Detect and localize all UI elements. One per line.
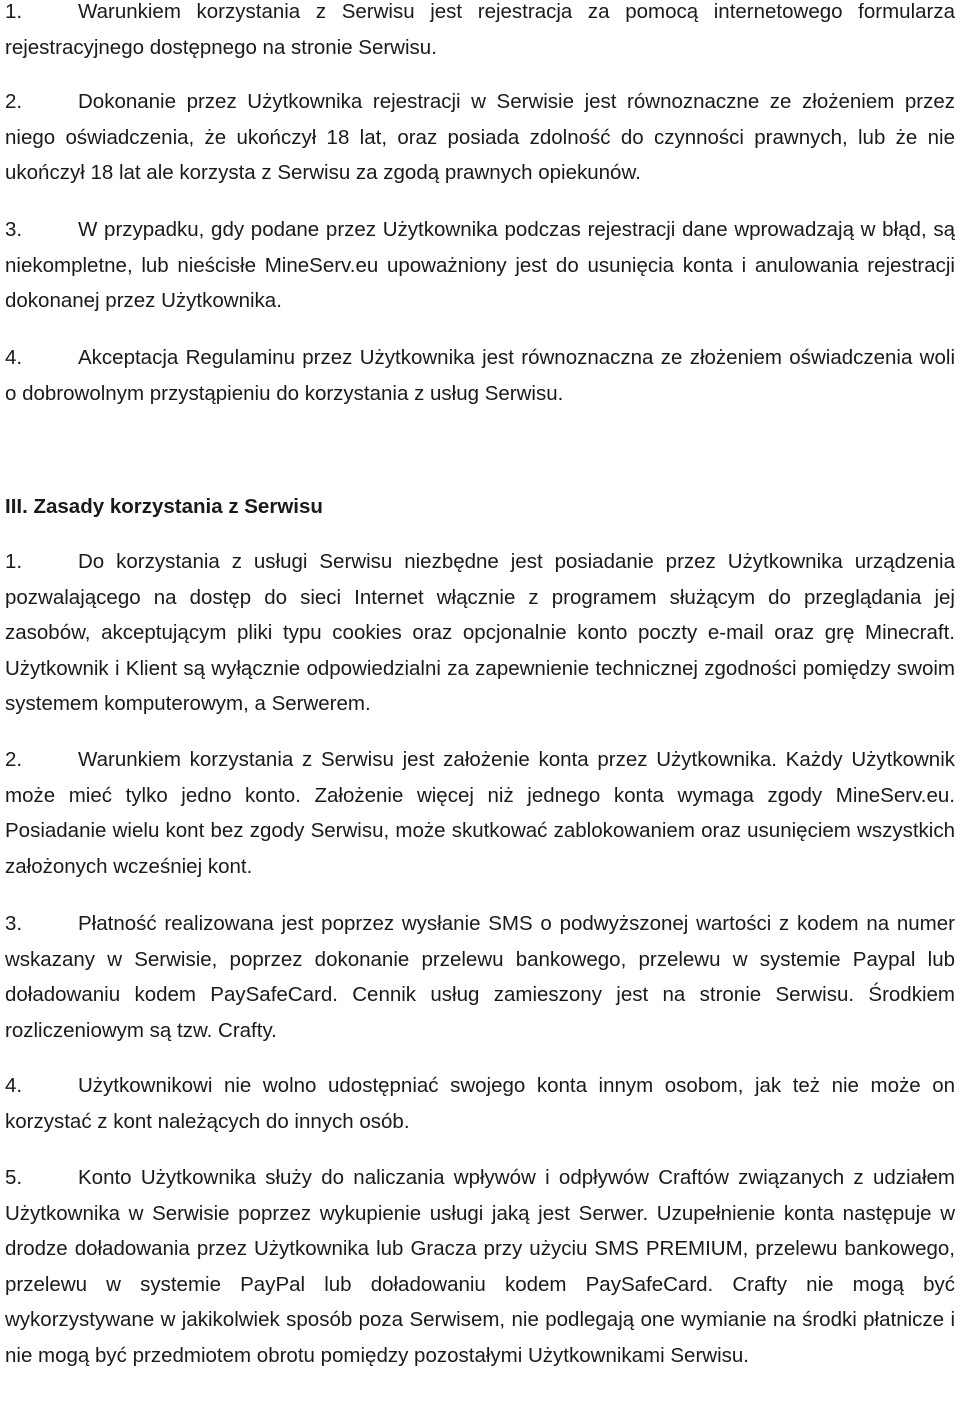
item-number: 3. — [5, 218, 23, 241]
item-text: Konto Użytkownika służy do naliczania wpływów i odpływów Craftów związanych z udziałem Użytkownika w Serwisie poprzez wykupienie usługi jaką jest Serwer. Uzupełnienie konta następuje w drodze doładowania przez Użytkownika lub Gracza przy użyciu SMS PREMIUM, przelewu bankowego, przelewu w systemie PayPal lub doładowaniu kodem PaySafeCard. Crafty nie mogą być wykorzystywane w jakikolwiek sposób poza Serwisem, nie podlegają one wymianie na środki płatnicze i nie mogą być przedmiotem obrotu pomiędzy pozostałymi Użytkownikami Serwisu. — [5, 1166, 955, 1367]
item-text: Akceptacja Regulaminu przez Użytkownika jest równoznaczna ze złożeniem oświadczenia woli o dobrowolnym przystąpieniu do korzystania z usług Serwisu. — [5, 346, 955, 405]
list-item — [5, 1068, 955, 1139]
list-item — [5, 84, 955, 191]
item-number: 5. — [5, 1166, 23, 1189]
item-number: 3. — [5, 912, 23, 935]
item-number: 1. — [5, 550, 23, 573]
item-number: 4. — [5, 1074, 23, 1097]
list-item — [5, 742, 955, 884]
item-text: Dokonanie przez Użytkownika rejestracji w Serwisie jest równoznaczne ze złożeniem przez niego oświadczenia, że ukończył 18 lat, oraz posiada zdolność do czynności prawnych, lub że nie ukończył 18 lat ale korzysta z Serwisu za zgodą prawnych opiekunów. — [5, 90, 955, 184]
item-number: 2. — [5, 748, 23, 771]
list-item — [5, 906, 955, 1048]
list-item — [5, 544, 955, 722]
item-text: Warunkiem korzystania z Serwisu jest rejestracja za pomocą internetowego formularza rejestracyjnego dostępnego na stronie Serwisu. — [5, 0, 955, 59]
item-text: Warunkiem korzystania z Serwisu jest założenie konta przez Użytkownika. Każdy Użytkownik może mieć tylko jedno konto. Założenie więcej niż jednego konta wymaga zgody MineServ.eu. Posiadanie wielu kont bez zgody Serwisu, może skutkować zablokowaniem oraz usunięciem wszystkich założonych wcześniej kont. — [5, 748, 955, 878]
item-number: 2. — [5, 90, 23, 113]
item-text: W przypadku, gdy podane przez Użytkownika podczas rejestracji dane wprowadzają w błąd, są niekompletne, lub nieścisłe MineServ.eu upoważniony jest do usunięcia konta i anulowania rejestracji dokonanej przez Użytkownika. — [5, 218, 955, 312]
section-heading: III. Zasady korzystania z Serwisu — [5, 495, 323, 518]
item-text: Płatność realizowana jest poprzez wysłanie SMS o podwyższonej wartości z kodem na numer wskazany w Serwisie, poprzez dokonanie przelewu bankowego, przelewu w systemie Paypal lub doładowaniu kodem PaySafeCard. Cennik usług zamieszony jest na stronie Serwisu. Środkiem rozliczeniowym są tzw. Crafty. — [5, 912, 955, 1042]
list-item — [5, 212, 955, 319]
item-number: 1. — [5, 0, 23, 23]
item-text: Do korzystania z usługi Serwisu niezbędne jest posiadanie przez Użytkownika urządzenia pozwalającego na dostęp do sieci Internet włącznie z programem służącym do przeglądania jej zasobów, akceptującym pliki typu cookies oraz opcjonalnie konto poczty e-mail oraz grę Minecraft. Użytkownik i Klient są wyłącznie odpowiedzialni za zapewnienie technicznej zgodności pomiędzy swoim systemem komputerowym, a Serwerem. — [5, 550, 955, 715]
item-number: 4. — [5, 346, 23, 369]
list-item — [5, 340, 955, 411]
item-text: Użytkownikowi nie wolno udostępniać swojego konta innym osobom, jak też nie może on korzystać z kont należących do innych osób. — [5, 1074, 955, 1133]
list-item — [5, 0, 955, 65]
list-item — [5, 1160, 955, 1373]
